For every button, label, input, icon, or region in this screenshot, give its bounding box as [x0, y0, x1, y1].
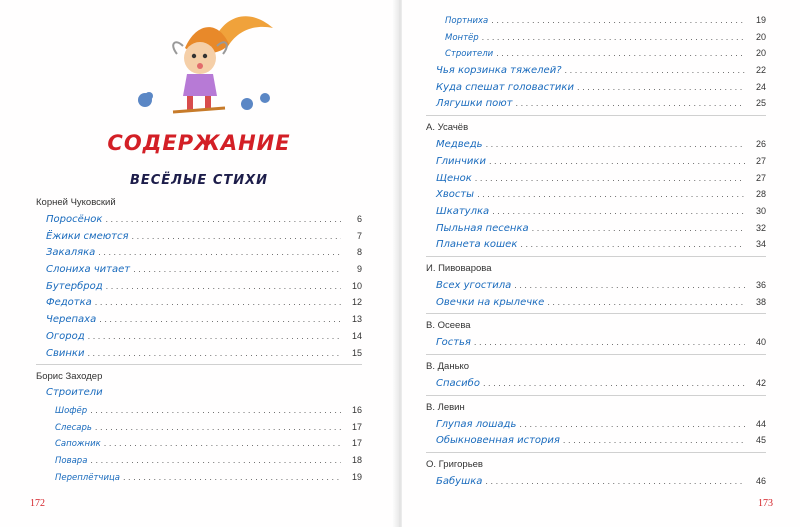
- toc-entry[interactable]: Шофёр . . . 16: [36, 402, 362, 419]
- toc-entry[interactable]: Портниха . . . 19: [426, 12, 766, 29]
- author-section-chukovsky: [36, 195, 362, 485]
- toc-entry[interactable]: Бабушка . . . 46: [426, 473, 766, 490]
- toc-entry[interactable]: Шкатулка . . . 30: [426, 203, 766, 220]
- left-page: [0, 0, 398, 527]
- toc-entry[interactable]: Слесарь . . . 17: [36, 419, 362, 436]
- toc-entry[interactable]: Планета кошек . . . 34: [426, 236, 766, 253]
- toc-entry[interactable]: Поросёнок . . . 6: [36, 211, 362, 228]
- toc-entry[interactable]: Щенок . . . 27: [426, 170, 766, 187]
- toc-entry[interactable]: Овечки на крылечке . . . 38: [426, 294, 766, 311]
- section-divider: [426, 395, 766, 396]
- section-divider: [426, 256, 766, 257]
- toc-entry[interactable]: Чья корзинка тяжелей? . . . 22: [426, 62, 766, 79]
- toc-entry[interactable]: Лягушки поют . . . 25: [426, 95, 766, 112]
- author-section-zakhoder-continued: [426, 12, 766, 490]
- toc-entry[interactable]: Куда спешат головастики . . . 24: [426, 79, 766, 96]
- toc-entry[interactable]: Переплётчица . . . 19: [36, 469, 362, 486]
- toc-entry[interactable]: Гостья . . . 40: [426, 334, 766, 351]
- toc-entry[interactable]: Пыльная песенка . . . 32: [426, 220, 766, 237]
- toc-entry[interactable]: Глупая лошадь . . . 44: [426, 416, 766, 433]
- page-number-left: 172: [30, 498, 45, 509]
- section-divider: [426, 115, 766, 116]
- toc-entry[interactable]: Слониха читает . . . 9: [36, 261, 362, 278]
- toc-entry[interactable]: Обыкновенная история . . . 45: [426, 432, 766, 449]
- toc-subtitle: ВЕСЁЛЫЕ СТИХИ: [129, 173, 269, 188]
- section-divider: [426, 313, 766, 314]
- toc-entry[interactable]: Свинки . . . 15: [36, 345, 362, 362]
- section-divider: [36, 364, 362, 365]
- author-name: О. Григорьев: [426, 459, 483, 471]
- toc-entry[interactable]: Закаляка . . . 8: [36, 244, 362, 261]
- toc-entry[interactable]: Монтёр . . . 20: [426, 29, 766, 46]
- right-page: [402, 0, 800, 527]
- toc-entry[interactable]: Ёжики смеются . . . 7: [36, 228, 362, 245]
- toc-entry[interactable]: Сапожник . . . 17: [36, 435, 362, 452]
- toc-entry[interactable]: Повара . . . 18: [36, 452, 362, 469]
- toc-entry[interactable]: Глинчики . . . 27: [426, 153, 766, 170]
- gnome-illustration: [125, 4, 275, 118]
- author-name: В. Данько: [426, 361, 470, 372]
- toc-entry[interactable]: Всех угостила . . . 36: [426, 277, 766, 294]
- toc-title: СОДЕРЖАНИЕ: [107, 131, 291, 155]
- toc-entry[interactable]: Бутерброд . . . 10: [36, 278, 362, 295]
- toc-group-heading[interactable]: Строители: [46, 387, 103, 399]
- toc-entry[interactable]: Строители . . . 20: [426, 45, 766, 62]
- author-name: А. Усачёв: [426, 122, 469, 134]
- section-divider: [426, 354, 766, 355]
- toc-entry[interactable]: Медведь . . . 26: [426, 136, 766, 153]
- author-name: Корней Чуковский: [36, 197, 116, 208]
- toc-entry[interactable]: Хвосты . . . 28: [426, 186, 766, 203]
- author-name: В. Левин: [426, 401, 465, 413]
- author-name: Борис Заходер: [36, 371, 103, 383]
- section-divider: [426, 452, 766, 453]
- toc-entry[interactable]: Федотка . . . 12: [36, 294, 362, 311]
- toc-entry[interactable]: Черепаха . . . 13: [36, 311, 362, 328]
- page-number-right: 173: [758, 498, 773, 509]
- toc-entry[interactable]: Огород . . . 14: [36, 328, 362, 345]
- author-name: В. Осеева: [426, 320, 471, 332]
- author-name: И. Пивоварова: [426, 262, 492, 274]
- toc-entry[interactable]: Спасибо . . . 42: [426, 375, 766, 392]
